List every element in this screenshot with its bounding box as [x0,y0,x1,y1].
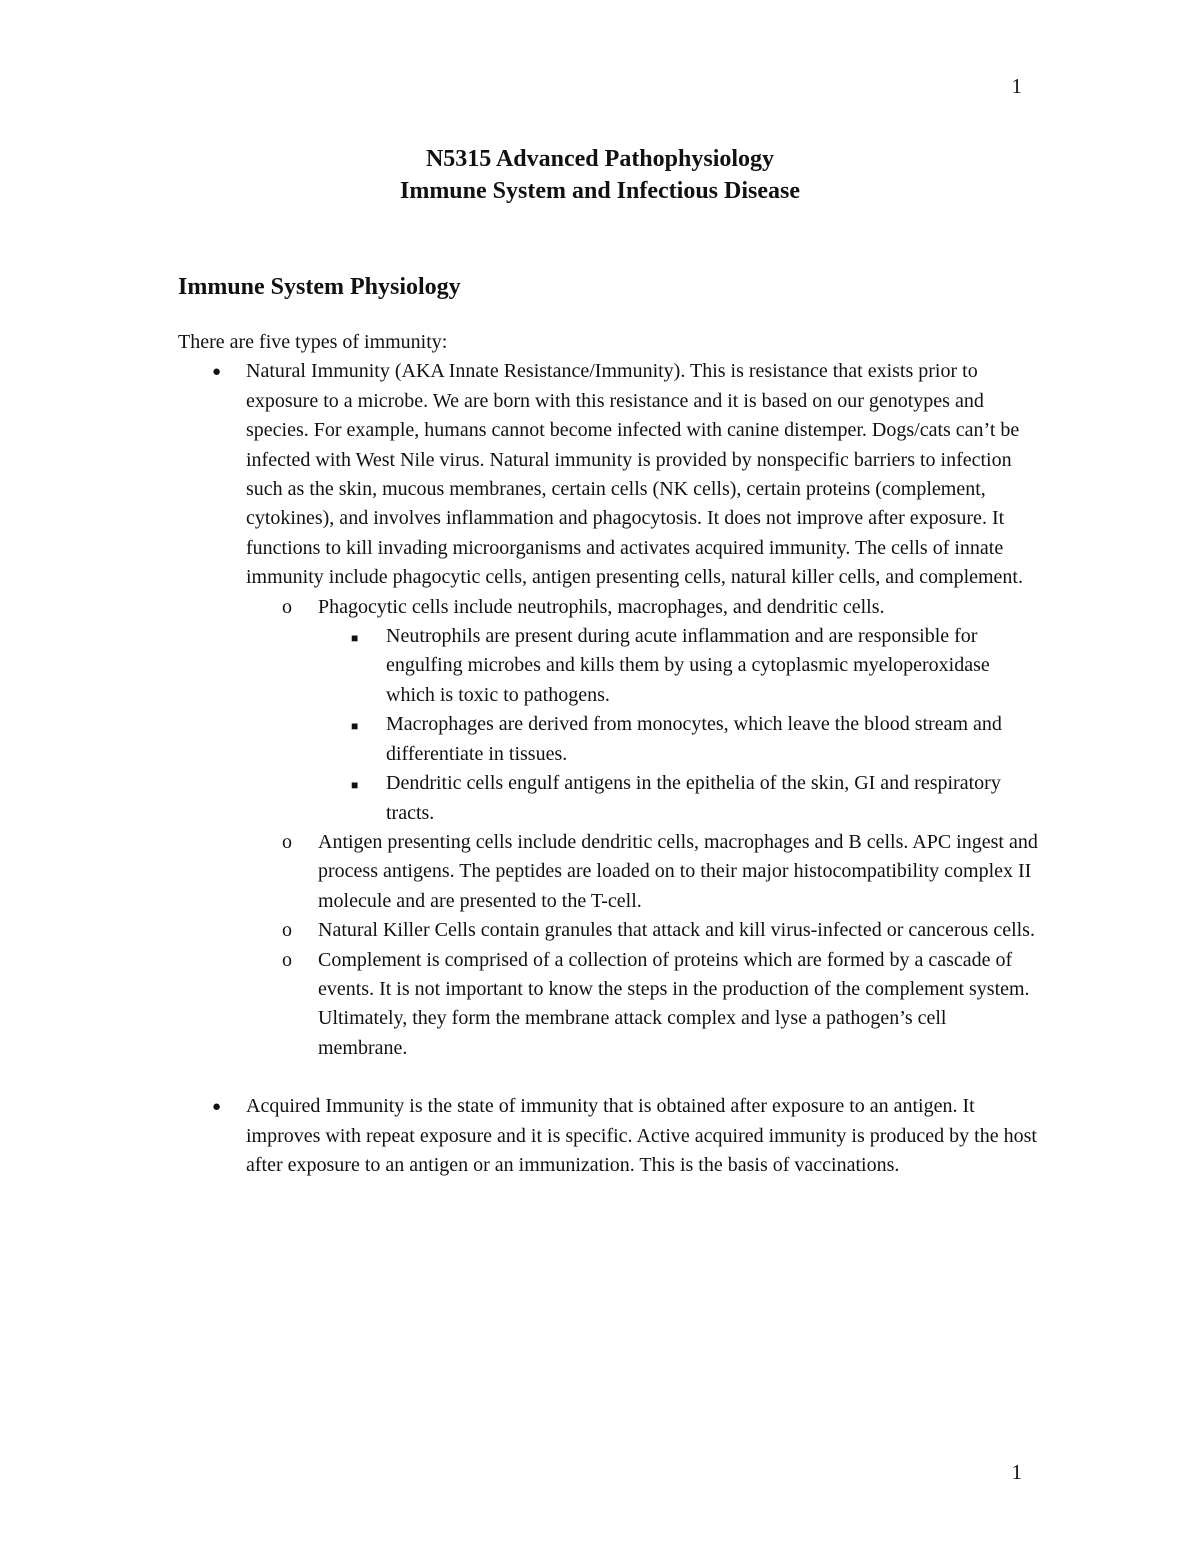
page-number-bottom: 1 [1011,1460,1022,1484]
phagocytic-cells-text: Phagocytic cells include neutrophils, macrophages, and dendritic cells. [318,595,885,618]
intro-paragraph: There are five types of immunity: [178,331,448,353]
filled-circle-bullet-icon: ● [212,1099,222,1116]
innate-cells-list [246,593,1038,1064]
complement-text: Complement is comprised of a collection of proteins which are formed by a cascade of events. It is not important to know the steps in the production of the complement system. Ultimately, they form the membrane attack complex and lyse a pathogen’s cell membrane. [318,948,1030,1059]
filled-circle-bullet-icon: ● [212,364,222,381]
neutrophils-text: Neutrophils are present during acute inflammation and are responsible for engulfing microbes and kills them by using a cytoplasmic myeloperoxidase which is toxic to pathogens. [386,625,990,706]
list-item-acquired-immunity [178,1092,1038,1180]
square-bullet-icon: ■ [351,719,359,734]
list-item-natural-immunity [178,357,1038,1063]
natural-immunity-text: Natural Immunity (AKA Innate Resistance/Immunity). This is resistance that exists prior to exposure to a microbe. We are born with this resistance and it is based on our genotypes and species. For example, humans cannot become infected with canine distemper. Dogs/cats can’t be infected with West Nile virus. Natural immunity is provided by nonspecific barriers to infection such as the skin, mucous membranes, certain cells (NK cells), certain proteins (complement, cytokines), and involves inflammation and phagocytosis. It does not improve after exposure. It functions to kill invading microorganisms and activates acquired immunity. The cells of innate immunity include phagocytic cells, antigen presenting cells, natural killer cells, and complement. [246,360,1023,589]
document-title [0,143,1200,207]
square-bullet-icon: ■ [351,778,359,793]
document-body [178,328,1038,1180]
title-line-1: N5315 Advanced Pathophysiology [425,146,775,172]
phagocytic-cells-list [318,622,1038,828]
immunity-types-list [178,357,1038,1180]
list-item-antigen-presenting-cells [246,828,1038,916]
hollow-circle-bullet-icon: o [282,830,292,853]
page-number-top: 1 [1011,74,1022,98]
section-heading: Immune System Physiology [178,274,461,300]
hollow-circle-bullet-icon: o [282,595,292,618]
macrophages-text: Macrophages are derived from monocytes, which leave the blood stream and differentiate in tissues. [386,713,1002,765]
list-item-natural-killer-cells [246,916,1038,945]
antigen-presenting-cells-text: Antigen presenting cells include dendritic cells, macrophages and B cells. APC ingest and process antigens. The peptides are loaded on to their major histocompatibility complex II molecule and are presented to the T-cell. [318,830,1038,912]
hollow-circle-bullet-icon: o [282,919,292,942]
acquired-immunity-text: Acquired Immunity is the state of immunity that is obtained after exposure to an antigen. It improves with repeat exposure and it is specific. Active acquired immunity is produced by the host after exposure to an antigen or an immunization. This is the basis of vaccinations. [246,1095,1037,1176]
list-item-phagocytic-cells [246,593,1038,828]
list-item-macrophages [318,710,1038,769]
square-bullet-icon: ■ [351,631,359,646]
dendritic-cells-text: Dendritic cells engulf antigens in the epithelia of the skin, GI and respiratory tracts. [386,772,1001,824]
title-line-2: Immune System and Infectious Disease [399,178,800,204]
hollow-circle-bullet-icon: o [282,948,292,971]
list-item-neutrophils [318,622,1038,710]
list-item-dendritic-cells [318,769,1038,828]
natural-killer-cells-text: Natural Killer Cells contain granules that attack and kill virus-infected or cancerous cells. [318,919,1035,942]
list-item-complement [246,946,1038,1064]
